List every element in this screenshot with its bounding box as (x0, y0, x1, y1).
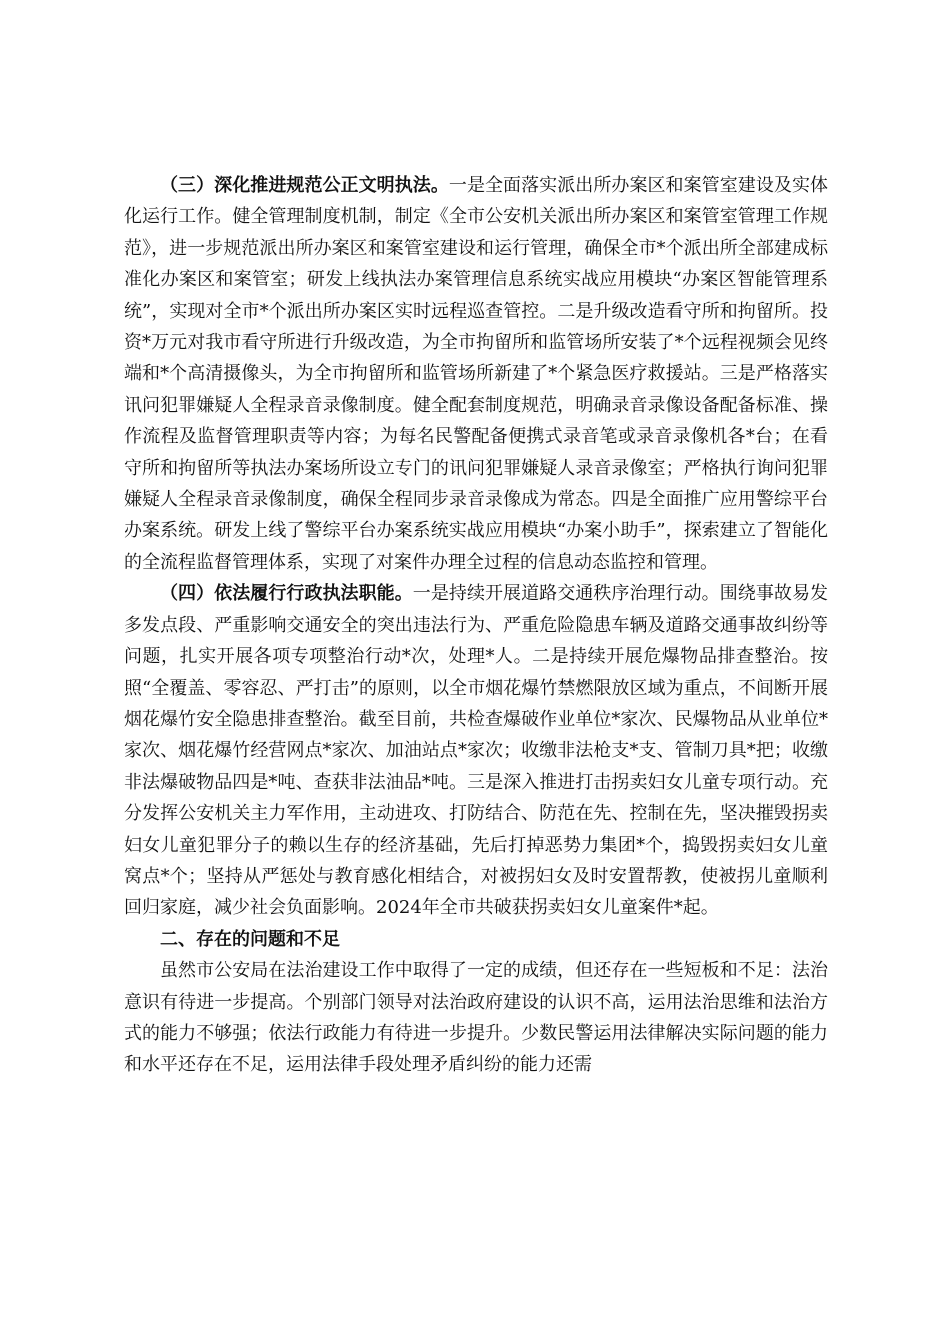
section-3-paragraph (124, 170, 828, 578)
section-3-lead: （三）深化推进规范公正文明执法。 (160, 175, 449, 196)
section-3-body: 一是全面落实派出所办案区和案管室建设及实体化运行工作。健全管理制度机制，制定《全市公安机关派出所办案区和案管室管理工作规范》，进一步规范派出所办案区和案管室建设和运行管理，确保全市*个派出所全部建成标准化办案区和案管室；研发上线执法办案管理信息系统实战应用模块“办案区智能管理系统”，实现对全市*个派出所办案区实时远程巡查管控。二是升级改造看守所和拘留所。投资*万元对我市看守所进行升级改造，为全市拘留所和监管场所安装了*个远程视频会见终端和*个高清摄像头，为全市拘留所和监管场所新建了*个紧急医疗救援站。三是严格落实讯问犯罪嫌疑人全程录音录像制度。健全配套制度规范，明确录音录像设备配备标准、操作流程及监督管理职责等内容；为每名民警配备便携式录音笔或录音录像机各*台；在看守所和拘留所等执法办案场所设立专门的讯问犯罪嫌疑人录音录像室；严格执行询问犯罪嫌疑人全程录音录像制度，确保全程同步录音录像成为常态。四是全面推广应用警综平台办案系统。研发上线了警综平台办案系统实战应用模块“办案小助手”，探索建立了智能化的全流程监督管理体系，实现了对案件办理全过程的信息动态监控和管理。 (124, 175, 828, 573)
issues-paragraph: 虽然市公安局在法治建设工作中取得了一定的成绩，但还存在一些短板和不足：法治意识有待进一步提高。个别部门领导对法治政府建设的认识不高，运用法治思维和法治方式的能力不够强；依法行政能力有待进一步提升。少数民警运用法律解决实际问题的能力和水平还存在不足，运用法律手段处理矛盾纠纷的能力还需 (124, 960, 828, 1076)
section-4-body: 一是持续开展道路交通秩序治理行动。围绕事故易发多发点段、严重影响交通安全的突出违法行为、严重危险隐患车辆及道路交通事故纠纷等问题，扎实开展各项专项整治行动*次，处理*人。二是持续开展危爆物品排查整治。按照“全覆盖、零容忍、严打击”的原则，以全市烟花爆竹禁燃限放区域为重点，不间断开展烟花爆竹安全隐患排查整治。截至目前，共检查爆破作业单位*家次、民爆物品从业单位*家次、烟花爆竹经营网点*家次、加油站点*家次；收缴非法枪支*支、管制刀具*把；收缴非法爆破物品四是*吨、查获非法油品*吨。三是深入推进打击拐卖妇女儿童专项行动。充分发挥公安机关主力军作用，主动进攻、打防结合、防范在先、控制在先，坚决摧毁拐卖妇女儿童犯罪分子的赖以生存的经济基础，先后打掉恶势力集团*个，捣毁拐卖妇女儿童窝点*个；坚持从严惩处与教育感化相结合，对被拐妇女及时安置帮教，使被拐儿童顺利回归家庭，减少社会负面影响。2024年全市共破获拐卖妇女儿童案件*起。 (124, 583, 829, 919)
section-4-paragraph (124, 578, 828, 923)
document-page (124, 170, 828, 1081)
section-4-lead: （四）依法履行行政执法职能。 (160, 583, 413, 605)
section-heading-issues: 二、存在的问题和不足 (160, 928, 340, 950)
